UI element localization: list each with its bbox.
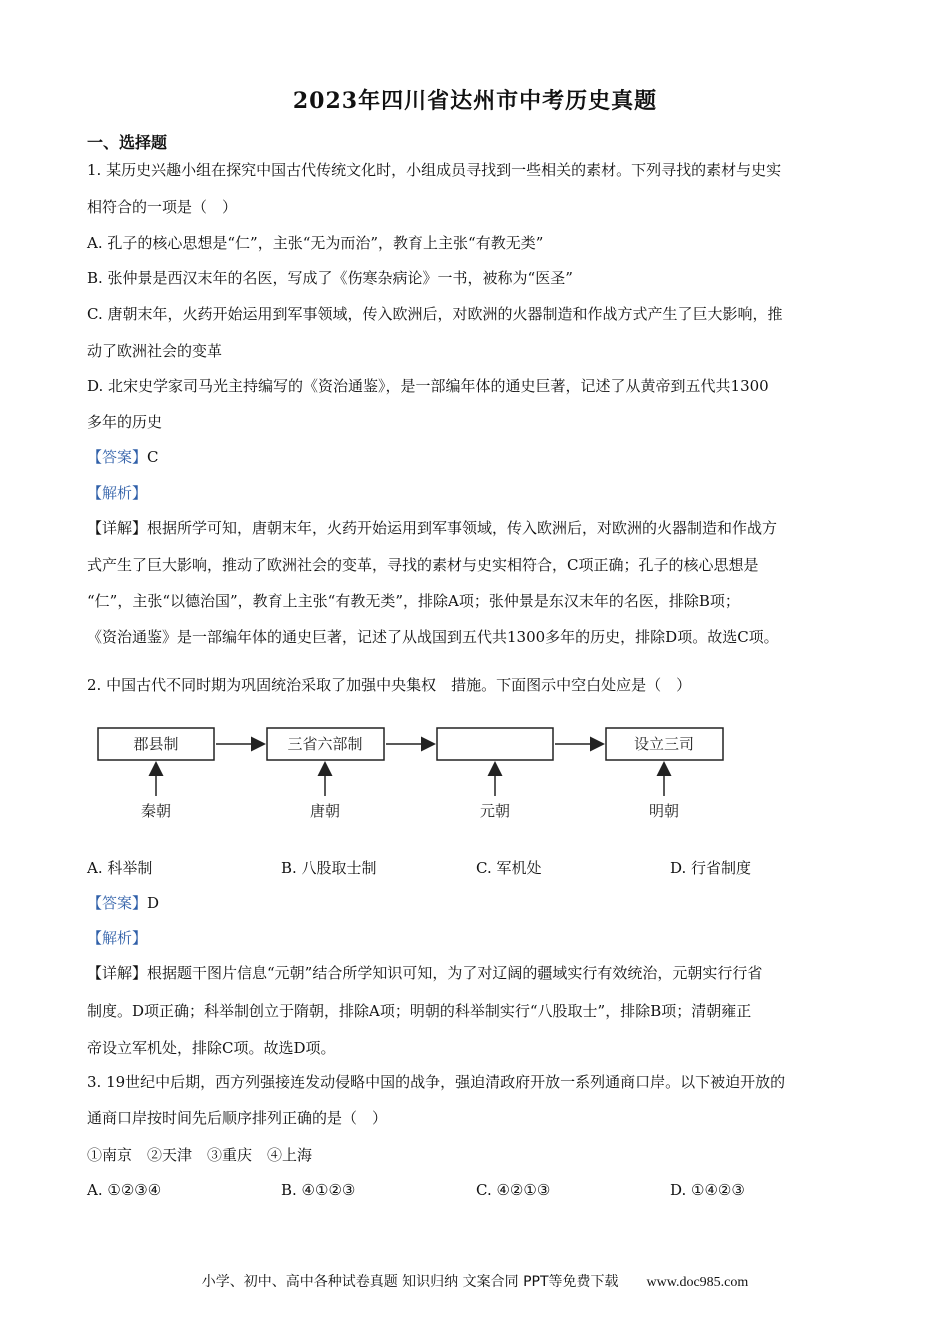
q2-analysis-tag: 【解析】 bbox=[87, 929, 148, 947]
q1-option-b: B. 张仲景是西汉末年的名医，写成了《伤寒杂病论》一书，被称为“医圣” bbox=[87, 269, 573, 287]
q2-answer: 【答案】D bbox=[87, 894, 160, 912]
q1-option-d-line2: 多年的历史 bbox=[87, 413, 163, 431]
q1-stem-line1: 1. 某历史兴趣小组在探究中国古代传统文化时，小组成员寻找到一些相关的素材。下列寻找的素材与史实 bbox=[87, 161, 782, 179]
q3-option-d: D. ①④②③ bbox=[670, 1181, 745, 1199]
q2-detail-line3: 帝设立军机处，排除C项。故选D项。 bbox=[87, 1039, 336, 1057]
diagram-box-4-label: 设立三司 bbox=[633, 735, 695, 753]
q2-detail-line2: 制度。D项正确；科举制创立于隋朝，排除A项；明朝的科举制实行“八股取士”，排除B项；清朝雍正 bbox=[87, 1002, 752, 1020]
q1-answer-value: C bbox=[147, 448, 159, 466]
q1-detail-line3: “仁”，主张“以德治国”，教育上主张“有教无类”，排除A项；张仲景是东汉末年的名医，排除B项； bbox=[87, 592, 740, 610]
footer-text: 小学、初中、高中各种试卷真题 知识归纳 文案合同 PPT等免费下载 bbox=[201, 1274, 619, 1290]
q2-option-d: D. 行省制度 bbox=[670, 859, 752, 877]
q2-option-b: B. 八股取士制 bbox=[281, 859, 377, 877]
q2-option-a: A. 科举制 bbox=[87, 859, 153, 877]
q1-option-c-line1: C. 唐朝末年，火药开始运用到军事领域，传入欧洲后，对欧洲的火器制造和作战方式产生了巨大影响，推 bbox=[87, 305, 783, 323]
q1-answer bbox=[87, 447, 159, 467]
q1-detail-line1: 【详解】根据所学可知，唐朝末年，火药开始运用到军事领域，传入欧洲后，对欧洲的火器制造和作战方 bbox=[87, 519, 778, 537]
footer-url-link[interactable]: www.doc985.com bbox=[646, 1275, 749, 1290]
q3-option-c: C. ④②①③ bbox=[476, 1181, 551, 1199]
page-title: 2023年四川省达州市中考历史真题 bbox=[292, 88, 658, 114]
q2-option-c: C. 军机处 bbox=[476, 859, 542, 877]
centralization-diagram bbox=[95, 718, 735, 828]
diagram-dynasty-3: 元朝 bbox=[479, 802, 511, 820]
diagram-dynasty-2: 唐朝 bbox=[309, 802, 341, 820]
q1-analysis-tag: 【解析】 bbox=[87, 484, 148, 502]
q1-option-d-line1: D. 北宋史学家司马光主持编写的《资治通鉴》，是一部编年体的通史巨著，记述了从黄帝到五代共1300 bbox=[87, 377, 769, 395]
q2-detail-line1: 【详解】根据题干图片信息“元朝”结合所学知识可知，为了对辽阔的疆域实行有效统治，元朝实行行省 bbox=[87, 964, 763, 982]
diagram-dynasty-1: 秦朝 bbox=[140, 802, 172, 820]
q1-detail-line2: 式产生了巨大影响，推动了欧洲社会的变革，寻找的素材与史实相符合，C项正确；孔子的核心思想是 bbox=[87, 556, 759, 574]
q1-stem-line2: 相符合的一项是（ ） bbox=[87, 198, 238, 216]
diagram-dynasty-4: 明朝 bbox=[648, 802, 680, 820]
q2-stem: 2. 中国古代不同时期为巩固统治采取了加强中央集权 措施。下面图示中空白处应是（ ） bbox=[87, 676, 692, 694]
q3-stem-line1: 3. 19世纪中后期，西方列强接连发动侵略中国的战争，强迫清政府开放一系列通商口岸。以下被迫开放的 bbox=[87, 1073, 786, 1091]
q1-detail-line4: 《资治通鉴》是一部编年体的通史巨著，记述了从战国到五代共1300多年的历史，排除D项。故选C项。 bbox=[87, 628, 779, 646]
q3-stem-line2: 通商口岸按时间先后顺序排列正确的是（ ） bbox=[87, 1109, 388, 1127]
page-footer bbox=[0, 1271, 950, 1291]
diagram-box-blank bbox=[437, 728, 553, 760]
diagram-box-2-label: 三省六部制 bbox=[287, 735, 363, 753]
section-heading: 一、选择题 bbox=[87, 133, 168, 152]
answer-tag: 【答案】 bbox=[87, 448, 148, 466]
q3-option-a: A. ①②③④ bbox=[87, 1181, 162, 1199]
q2-answer-value: D bbox=[147, 894, 160, 912]
q3-option-b: B. ④①②③ bbox=[281, 1181, 356, 1199]
detail-tag: 【详解】 bbox=[87, 519, 148, 537]
q1-option-c-line2: 动了欧洲社会的变革 bbox=[87, 342, 223, 360]
q1-option-a: A. 孔子的核心思想是“仁”，主张“无为而治”，教育上主张“有教无类” bbox=[87, 234, 544, 252]
diagram-box-1-label: 郡县制 bbox=[133, 735, 179, 753]
q3-items: ①南京 ②天津 ③重庆 ④上海 bbox=[87, 1146, 313, 1164]
